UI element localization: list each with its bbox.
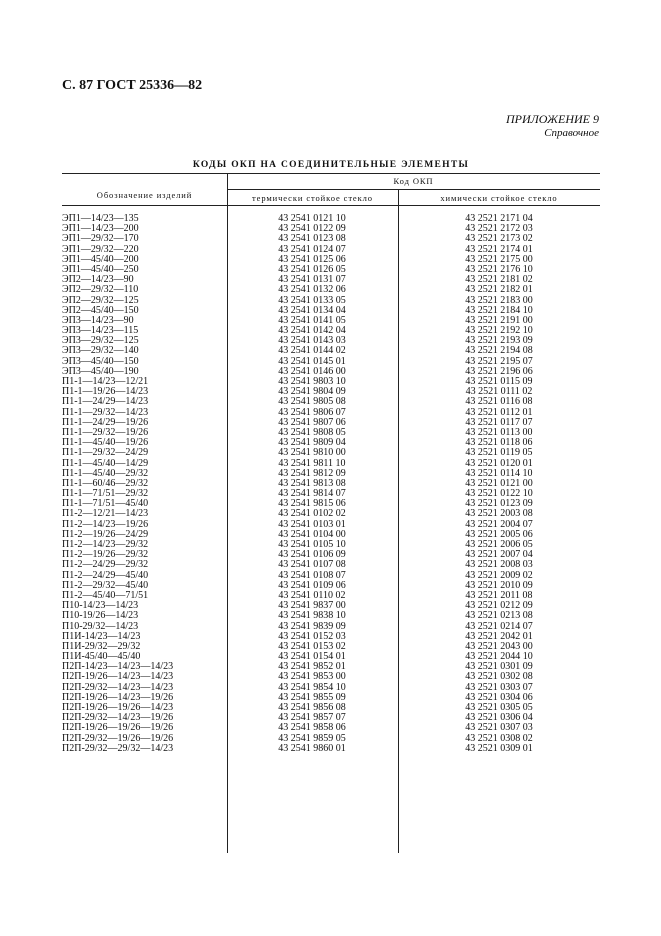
thermal-code-cell: 43 2541 9815 06 — [278, 498, 346, 510]
designation-cell: ЭП3—45/40—190 — [62, 365, 139, 377]
designation-cell: ЭП3—45/40—150 — [62, 355, 139, 367]
chemical-code-cell: 43 2521 2176 10 — [465, 263, 533, 275]
chemical-code-cell: 43 2521 2171 04 — [465, 213, 533, 224]
designation-cell: П1-2—19/26—29/32 — [62, 549, 149, 561]
thermal-code-cell: 43 2541 0124 07 — [278, 243, 346, 255]
thermal-code-cell: 43 2541 9852 01 — [278, 661, 346, 673]
designation-cell: П2П-19/26—14/23—14/23 — [62, 671, 174, 683]
table-row — [62, 611, 600, 621]
chemical-code-cell: 43 2521 2007 04 — [465, 549, 533, 561]
designation-cell: ЭП2—29/32—110 — [62, 284, 139, 296]
designation-cell: П1-1—71/51—29/32 — [62, 488, 149, 500]
thermal-code-cell: 43 2541 9812 09 — [278, 467, 346, 479]
designation-cell: П1-2—14/23—29/32 — [62, 539, 149, 550]
designation-cell: П1-1—14/23—12/21 — [62, 376, 149, 387]
page-header: С. 87 ГОСТ 25336—82 — [62, 78, 203, 93]
chemical-code-cell: 43 2521 2042 01 — [465, 630, 533, 642]
thermal-code-cell: 43 2541 0121 10 — [278, 213, 346, 224]
designation-cell: П10-29/32—14/23 — [62, 620, 139, 632]
thermal-code-cell: 43 2541 0103 01 — [278, 518, 346, 530]
thermal-code-cell: 43 2541 0134 04 — [278, 304, 346, 316]
chemical-code-cell: 43 2521 2192 10 — [465, 325, 533, 337]
chemical-code-cell: 43 2521 0120 01 — [465, 457, 533, 469]
designation-cell: П1-1—24/29—19/26 — [62, 416, 149, 428]
chemical-code-cell: 43 2521 0113 00 — [465, 426, 533, 438]
thermal-code-cell: 43 2541 9814 07 — [278, 488, 346, 500]
chemical-code-cell: 43 2521 2182 01 — [465, 284, 533, 296]
chemical-code-cell: 43 2521 2008 03 — [465, 559, 533, 571]
chemical-code-cell: 43 2521 0308 02 — [465, 732, 533, 744]
designation-cell: ЭП1—14/23—200 — [62, 223, 139, 235]
thermal-code-cell: 43 2541 0144 02 — [278, 345, 346, 357]
designation-cell: П2П-29/32—29/32—14/23 — [62, 742, 174, 754]
appendix-subtitle: Справочное — [544, 127, 599, 139]
chemical-code-cell: 43 2521 0111 02 — [465, 386, 533, 398]
designation-cell: П1-2—19/26—24/29 — [62, 528, 149, 540]
thermal-code-cell: 43 2541 9807 06 — [278, 416, 346, 428]
designation-cell: П1-1—45/40—19/26 — [62, 437, 149, 449]
designation-cell: ЭП1—29/32—170 — [62, 233, 139, 245]
thermal-code-cell: 43 2541 9856 08 — [278, 702, 346, 713]
chemical-code-cell: 43 2521 0118 06 — [465, 437, 533, 449]
column-header-designation: Обозначение изделий — [96, 190, 193, 200]
thermal-code-cell: 43 2541 0108 07 — [278, 569, 346, 581]
designation-cell: П1-1—60/46—29/32 — [62, 477, 149, 489]
chemical-code-cell: 43 2521 0112 01 — [465, 406, 533, 418]
chemical-code-cell: 43 2521 0214 07 — [465, 620, 533, 632]
chemical-code-cell: 43 2521 2195 07 — [465, 355, 533, 367]
thermal-code-cell: 43 2541 9804 09 — [278, 386, 346, 398]
designation-cell: П2П-19/26—19/26—14/23 — [62, 702, 174, 713]
subheader-rule — [227, 189, 600, 190]
column-header-chemical-glass: химически стойкое стекло — [440, 193, 558, 203]
chemical-code-cell: 43 2521 2194 08 — [465, 345, 533, 357]
chemical-code-cell: 43 2521 2196 06 — [465, 365, 533, 377]
appendix-label — [506, 112, 599, 140]
thermal-code-cell: 43 2541 9858 06 — [278, 722, 346, 734]
thermal-code-cell: 43 2541 0102 02 — [278, 508, 346, 520]
column-header-okp-code: Код ОКП — [393, 176, 434, 186]
designation-cell: П2П-14/23—14/23—14/23 — [62, 661, 174, 673]
chemical-code-cell: 43 2521 0305 05 — [465, 702, 533, 713]
thermal-code-cell: 43 2541 9859 05 — [278, 732, 346, 744]
chemical-code-cell: 43 2521 2011 08 — [465, 589, 533, 601]
thermal-code-cell: 43 2541 0132 06 — [278, 284, 346, 296]
thermal-code-cell: 43 2541 0152 03 — [278, 630, 346, 642]
thermal-code-cell: 43 2541 0141 05 — [278, 314, 346, 326]
designation-cell: П1И-29/32—29/32 — [62, 640, 141, 652]
thermal-code-cell: 43 2541 0122 09 — [278, 223, 346, 235]
thermal-code-cell: 43 2541 0153 02 — [278, 640, 346, 652]
chemical-code-cell: 43 2521 2043 00 — [465, 640, 533, 652]
chemical-code-cell: 43 2521 2044 10 — [465, 651, 533, 663]
chemical-code-cell: 43 2521 2173 02 — [465, 233, 533, 245]
thermal-code-cell: 43 2541 0107 08 — [278, 559, 346, 571]
header-bottom-rule — [62, 205, 600, 206]
chemical-code-cell: 43 2521 0307 03 — [465, 722, 533, 734]
designation-cell: П1-1—45/40—29/32 — [62, 467, 149, 479]
designation-cell: П1-1—45/40—14/29 — [62, 457, 149, 469]
designation-cell: ЭП2—14/23—90 — [62, 274, 134, 286]
thermal-code-cell: 43 2541 9860 01 — [278, 742, 346, 754]
designation-cell: ЭП3—29/32—125 — [62, 335, 139, 347]
chemical-code-cell: 43 2521 0213 08 — [465, 610, 533, 622]
thermal-code-cell: 43 2541 9810 00 — [278, 447, 346, 459]
thermal-code-cell: 43 2541 0145 01 — [278, 355, 346, 367]
chemical-code-cell: 43 2521 0306 04 — [465, 712, 533, 724]
designation-cell: П2П-29/32—14/23—19/26 — [62, 712, 174, 724]
chemical-code-cell: 43 2521 0119 05 — [465, 447, 533, 459]
chemical-code-cell: 43 2521 2184 10 — [465, 304, 533, 316]
chemical-code-cell: 43 2521 0123 09 — [465, 498, 533, 510]
chemical-code-cell: 43 2521 0114 10 — [465, 467, 533, 479]
thermal-code-cell: 43 2541 0142 04 — [278, 325, 346, 337]
designation-cell: П2П-19/26—19/26—19/26 — [62, 722, 174, 734]
designation-cell: П1И-14/23—14/23 — [62, 630, 141, 642]
chemical-code-cell: 43 2521 0309 01 — [465, 742, 533, 754]
column-header-thermal-glass: термически стойкое стекло — [252, 193, 373, 203]
thermal-code-cell: 43 2541 9854 10 — [278, 681, 346, 693]
designation-cell: ЭП2—45/40—150 — [62, 304, 139, 316]
thermal-code-cell: 43 2541 0131 07 — [278, 274, 346, 286]
thermal-code-cell: 43 2541 0106 09 — [278, 549, 346, 561]
designation-cell: П1-1—29/32—19/26 — [62, 426, 149, 438]
chemical-code-cell: 43 2521 0212 09 — [465, 600, 533, 612]
chemical-code-cell: 43 2521 2193 09 — [465, 335, 533, 347]
thermal-code-cell: 43 2541 0123 08 — [278, 233, 346, 245]
thermal-code-cell: 43 2541 0126 05 — [278, 263, 346, 275]
chemical-code-cell: 43 2521 2174 01 — [465, 243, 533, 255]
chemical-code-cell: 43 2521 2010 09 — [465, 579, 533, 591]
chemical-code-cell: 43 2521 0117 07 — [465, 416, 533, 428]
table-row — [62, 285, 600, 295]
designation-cell: ЭП3—29/32—140 — [62, 345, 139, 357]
thermal-code-cell: 43 2541 0133 05 — [278, 294, 346, 306]
designation-cell: П2П-29/32—14/23—14/23 — [62, 681, 174, 693]
chemical-code-cell: 43 2521 2005 06 — [465, 528, 533, 540]
chemical-code-cell: 43 2521 0301 09 — [465, 661, 533, 673]
designation-cell: П1-1—24/29—14/23 — [62, 396, 149, 408]
designation-cell: ЭП1—29/32—220 — [62, 243, 139, 255]
chemical-code-cell: 43 2521 0304 06 — [465, 691, 533, 703]
thermal-code-cell: 43 2541 0105 10 — [278, 539, 346, 550]
thermal-code-cell: 43 2541 9857 07 — [278, 712, 346, 724]
chemical-code-cell: 43 2521 2004 07 — [465, 518, 533, 530]
designation-cell: П1-2—45/40—71/51 — [62, 589, 149, 601]
designation-cell: П1-2—24/29—29/32 — [62, 559, 149, 571]
designation-cell: П10-14/23—14/23 — [62, 600, 139, 612]
designation-cell: П1-2—24/29—45/40 — [62, 569, 149, 581]
chemical-code-cell: 43 2521 2006 05 — [465, 539, 533, 550]
chemical-code-cell: 43 2521 0122 10 — [465, 488, 533, 500]
table-row — [62, 744, 600, 754]
designation-cell: П10-19/26—14/23 — [62, 610, 139, 622]
designation-cell: П1-2—29/32—45/40 — [62, 579, 149, 591]
designation-cell: П1-1—19/26—14/23 — [62, 386, 149, 398]
thermal-code-cell: 43 2541 9805 08 — [278, 396, 346, 408]
thermal-code-cell: 43 2541 9808 05 — [278, 426, 346, 438]
chemical-code-cell: 43 2521 0116 08 — [465, 396, 533, 408]
designation-cell: П1-2—14/23—19/26 — [62, 518, 149, 530]
designation-cell: ЭП3—14/23—90 — [62, 314, 134, 326]
designation-cell: ЭП1—45/40—200 — [62, 253, 139, 265]
table-title: КОДЫ ОКП НА СОЕДИНИТЕЛЬНЫЕ ЭЛЕМЕНТЫ — [192, 160, 470, 170]
thermal-code-cell: 43 2541 0110 02 — [278, 589, 346, 601]
chemical-code-cell: 43 2521 2181 02 — [465, 274, 533, 286]
chemical-code-cell: 43 2521 2183 00 — [465, 294, 533, 306]
table-body — [62, 214, 600, 754]
designation-cell: ЭП1—45/40—250 — [62, 263, 139, 275]
designation-cell: П1И-45/40—45/40 — [62, 651, 141, 663]
appendix-title: ПРИЛОЖЕНИЕ 9 — [506, 112, 599, 126]
chemical-code-cell: 43 2521 2191 00 — [465, 314, 533, 326]
thermal-code-cell: 43 2541 0146 00 — [278, 365, 346, 377]
designation-cell: ЭП1—14/23—135 — [62, 213, 139, 224]
designation-cell: П1-1—71/51—45/40 — [62, 498, 149, 510]
designation-cell: ЭП2—29/32—125 — [62, 294, 139, 306]
thermal-code-cell: 43 2541 0109 06 — [278, 579, 346, 591]
thermal-code-cell: 43 2541 9813 08 — [278, 477, 346, 489]
chemical-code-cell: 43 2521 0302 08 — [465, 671, 533, 683]
designation-cell: П2П-29/32—19/26—19/26 — [62, 732, 174, 744]
thermal-code-cell: 43 2541 9853 00 — [278, 671, 346, 683]
chemical-code-cell: 43 2521 2175 00 — [465, 253, 533, 265]
thermal-code-cell: 43 2541 9809 04 — [278, 437, 346, 449]
thermal-code-cell: 43 2541 0104 00 — [278, 528, 346, 540]
thermal-code-cell: 43 2541 0125 06 — [278, 253, 346, 265]
thermal-code-cell: 43 2541 9839 09 — [278, 620, 346, 632]
thermal-code-cell: 43 2541 9838 10 — [278, 610, 346, 622]
thermal-code-cell: 43 2541 9806 07 — [278, 406, 346, 418]
designation-cell: П2П-19/26—14/23—19/26 — [62, 691, 174, 703]
designation-cell: П1-1—29/32—24/29 — [62, 447, 149, 459]
thermal-code-cell: 43 2541 9811 10 — [278, 457, 346, 469]
thermal-code-cell: 43 2541 9855 09 — [278, 691, 346, 703]
thermal-code-cell: 43 2541 9837 00 — [278, 600, 346, 612]
designation-cell: П1-2—12/21—14/23 — [62, 508, 149, 520]
table-row — [62, 448, 600, 458]
chemical-code-cell: 43 2521 0115 09 — [465, 376, 533, 387]
thermal-code-cell: 43 2541 0143 03 — [278, 335, 346, 347]
chemical-code-cell: 43 2521 0303 07 — [465, 681, 533, 693]
chemical-code-cell: 43 2521 2009 02 — [465, 569, 533, 581]
chemical-code-cell: 43 2521 2003 08 — [465, 508, 533, 520]
designation-cell: ЭП3—14/23—115 — [62, 325, 139, 337]
chemical-code-cell: 43 2521 2172 03 — [465, 223, 533, 235]
thermal-code-cell: 43 2541 9803 10 — [278, 376, 346, 387]
table-top-rule — [62, 173, 600, 174]
chemical-code-cell: 43 2521 0121 00 — [465, 477, 533, 489]
thermal-code-cell: 43 2541 0154 01 — [278, 651, 346, 663]
designation-cell: П1-1—29/32—14/23 — [62, 406, 149, 418]
